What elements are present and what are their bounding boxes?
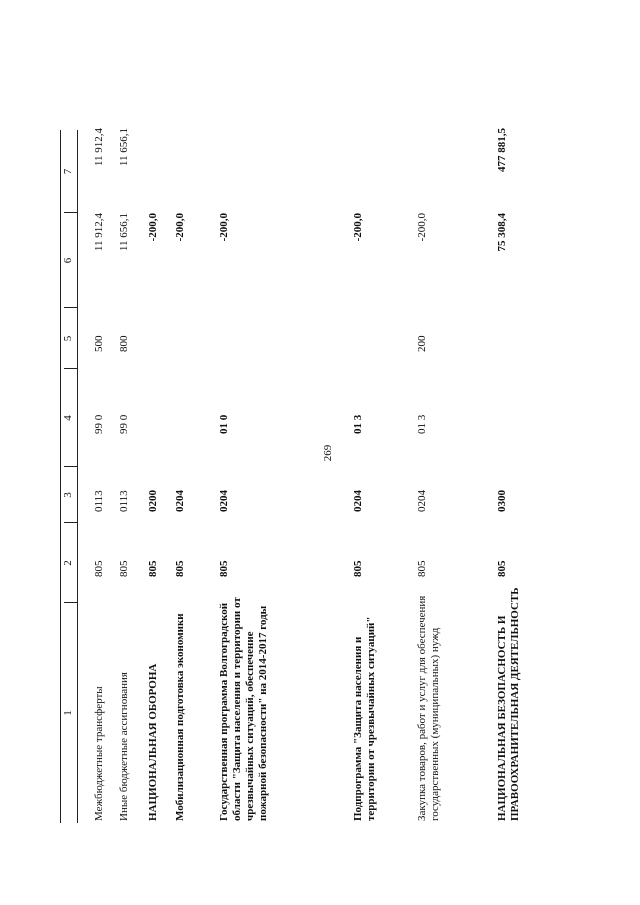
cell-c7: 11 656,1 xyxy=(118,128,130,167)
cell-c6: -200,0 xyxy=(416,213,428,242)
cell-c6: -200,0 xyxy=(218,213,230,242)
row-name: Мобилизационная подготовка экономики xyxy=(174,613,186,821)
column-header: 2 xyxy=(62,560,74,566)
cell-c3: 0113 xyxy=(93,490,105,512)
cell-c3: 0200 xyxy=(147,490,159,512)
cell-c6: 11 656,1 xyxy=(118,213,130,252)
cell-c2: 805 xyxy=(93,560,105,577)
row-name: НАЦИОНАЛЬНАЯ БЕЗОПАСНОСТЬ И ПРАВООХРАНИТЕЛЬНАЯ ДЕЯТЕЛЬНОСТЬ xyxy=(496,587,521,821)
cell-c2: 805 xyxy=(118,560,130,577)
cell-c6: 11 912,4 xyxy=(93,213,105,252)
cell-c6: -200,0 xyxy=(147,213,159,242)
cell-c2: 805 xyxy=(496,560,508,577)
header-bottom-rule xyxy=(77,130,78,823)
cell-c4: 99 0 xyxy=(118,414,130,434)
cell-c7: 477 881,5 xyxy=(496,128,508,172)
column-header: 3 xyxy=(62,492,74,498)
column-header: 6 xyxy=(62,257,74,264)
column-header: 4 xyxy=(62,415,74,421)
cell-c4: 01 0 xyxy=(218,414,230,434)
cell-c3: 0113 xyxy=(118,490,130,512)
cell-c3: 0204 xyxy=(416,490,428,512)
row-name: Закупка товаров, работ и услуг для обеспечения государственных (муниципальных) нужд xyxy=(416,595,441,821)
column-header: 1 xyxy=(62,710,74,716)
cell-c4: 01 3 xyxy=(416,414,428,434)
row-name: НАЦИОНАЛЬНАЯ ОБОРОНА xyxy=(147,663,159,821)
cell-c2: 805 xyxy=(147,560,159,577)
column-header: 5 xyxy=(62,335,74,342)
cell-c4: 01 3 xyxy=(352,414,364,434)
cell-c5: 200 xyxy=(416,335,428,352)
cell-c5: 800 xyxy=(118,335,130,352)
cell-c6: 75 308,4 xyxy=(496,213,508,252)
cell-c2: 805 xyxy=(174,560,186,577)
cell-c3: 0300 xyxy=(496,490,508,512)
page-number: 269 xyxy=(322,444,334,462)
row-name: Межбюджетные трансферты xyxy=(93,686,105,821)
cell-c6: -200,0 xyxy=(174,213,186,242)
cell-c2: 805 xyxy=(352,560,364,577)
column-header: 7 xyxy=(62,168,74,175)
row-name: Иные бюджетные ассигнования xyxy=(118,672,130,821)
cell-c4: 99 0 xyxy=(93,414,105,434)
cell-c2: 805 xyxy=(416,560,428,577)
cell-c6: -200,0 xyxy=(352,213,364,242)
row-name: Подпрограмма "Защита населения и территории от чрезвычайных ситуаций" xyxy=(352,616,377,821)
cell-c2: 805 xyxy=(218,560,230,577)
cell-c3: 0204 xyxy=(174,490,186,512)
cell-c7: 11 912,4 xyxy=(93,128,105,167)
row-name: Государственная программа Волгоградской области "Защита населения и территории от чрезвычайных ситуаций, обеспечение пожарной безопасности" на 2014-2017 годы xyxy=(218,597,269,821)
cell-c5: 500 xyxy=(93,335,105,352)
cell-c3: 0204 xyxy=(352,490,364,512)
cell-c3: 0204 xyxy=(218,490,230,512)
